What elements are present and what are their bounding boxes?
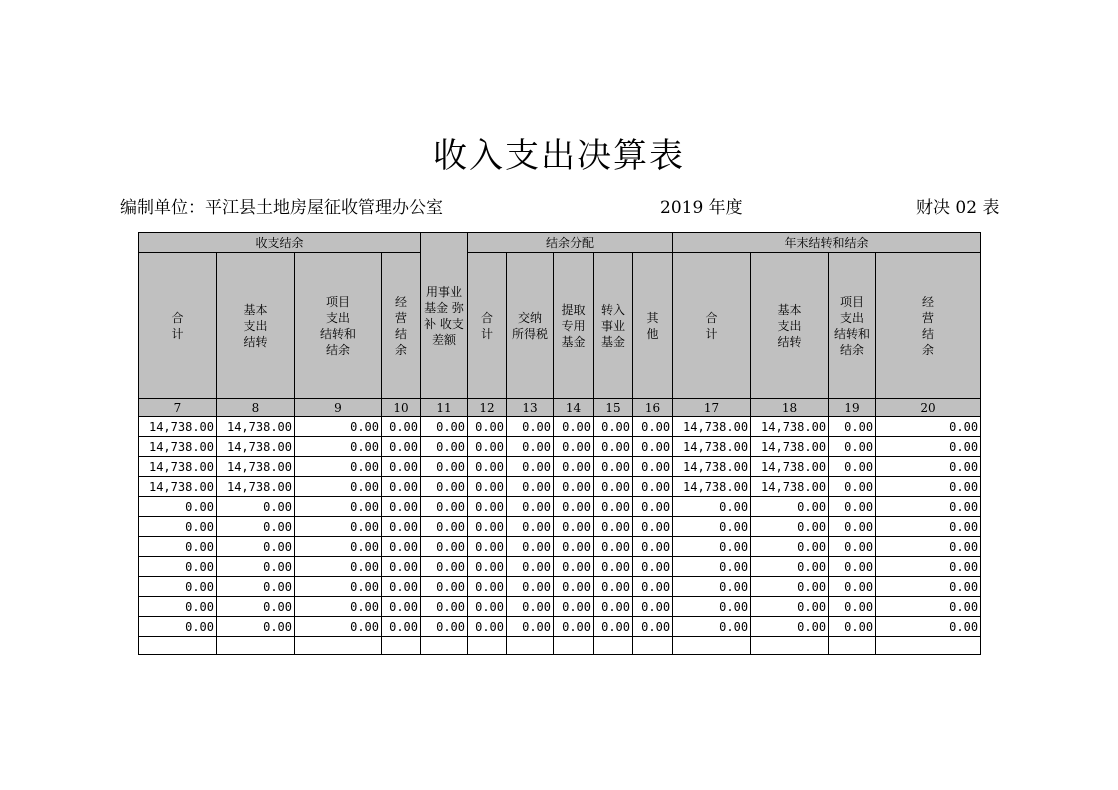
table-cell: 0.00 — [468, 517, 507, 537]
table-cell: 0.00 — [751, 617, 829, 637]
table-cell: 14,738.00 — [673, 417, 751, 437]
column-header: 用事业 基金 弥补 收支 差额 — [421, 233, 468, 399]
table-cell: 0.00 — [421, 457, 468, 477]
table-cell: 0.00 — [673, 597, 751, 617]
table-cell: 0.00 — [382, 597, 421, 617]
table-cell: 0.00 — [295, 617, 382, 637]
table-cell: 0.00 — [295, 577, 382, 597]
table-row — [139, 497, 981, 517]
table-cell: 0.00 — [594, 577, 633, 597]
table-cell: 0.00 — [139, 577, 217, 597]
table-cell: 0.00 — [554, 557, 594, 577]
empty-cell — [421, 637, 468, 655]
table-cell: 0.00 — [382, 457, 421, 477]
table-cell: 0.00 — [382, 617, 421, 637]
table-cell: 0.00 — [829, 477, 876, 497]
table-cell: 0.00 — [554, 537, 594, 557]
column-number: 15 — [594, 399, 633, 417]
table-cell: 0.00 — [633, 417, 673, 437]
table-row — [139, 537, 981, 557]
group-header: 结余分配 — [468, 233, 673, 253]
table-cell: 0.00 — [594, 597, 633, 617]
column-header: 提取 专用 基金 — [554, 253, 594, 399]
table-cell: 0.00 — [751, 537, 829, 557]
column-header: 转入 事业 基金 — [594, 253, 633, 399]
table-cell: 14,738.00 — [139, 417, 217, 437]
column-number: 18 — [751, 399, 829, 417]
table-cell: 0.00 — [829, 577, 876, 597]
table-cell: 14,738.00 — [217, 437, 295, 457]
table-cell: 0.00 — [751, 557, 829, 577]
table-cell: 0.00 — [829, 437, 876, 457]
empty-cell — [554, 637, 594, 655]
table-cell: 0.00 — [876, 417, 981, 437]
table-cell: 0.00 — [421, 537, 468, 557]
table-cell: 0.00 — [507, 477, 554, 497]
empty-row — [139, 637, 981, 655]
column-number-row — [139, 399, 981, 417]
table-cell: 0.00 — [468, 617, 507, 637]
table-cell: 0.00 — [468, 537, 507, 557]
column-number: 7 — [139, 399, 217, 417]
empty-cell — [673, 637, 751, 655]
table-cell: 0.00 — [217, 517, 295, 537]
table-cell: 0.00 — [421, 577, 468, 597]
table-cell: 0.00 — [554, 617, 594, 637]
table-row — [139, 457, 981, 477]
table-cell: 0.00 — [633, 597, 673, 617]
fiscal-year: 2019 年度 — [660, 198, 743, 218]
table-cell: 0.00 — [295, 417, 382, 437]
table-cell: 0.00 — [421, 617, 468, 637]
table-cell: 0.00 — [751, 597, 829, 617]
empty-cell — [507, 637, 554, 655]
table-cell: 0.00 — [139, 557, 217, 577]
table-cell: 0.00 — [217, 497, 295, 517]
table-cell: 0.00 — [673, 517, 751, 537]
table-cell: 0.00 — [876, 517, 981, 537]
table-cell: 0.00 — [217, 577, 295, 597]
table-cell: 0.00 — [507, 557, 554, 577]
column-header: 合 计 — [139, 253, 217, 399]
table-cell: 0.00 — [633, 617, 673, 637]
table-cell: 0.00 — [876, 537, 981, 557]
table-cell: 0.00 — [594, 437, 633, 457]
table-row — [139, 417, 981, 437]
table-cell: 0.00 — [554, 577, 594, 597]
table-cell: 14,738.00 — [673, 477, 751, 497]
column-number: 9 — [295, 399, 382, 417]
empty-cell — [751, 637, 829, 655]
column-number: 19 — [829, 399, 876, 417]
table-cell: 0.00 — [751, 577, 829, 597]
form-code: 财决 02 表 — [916, 198, 1000, 218]
table-cell: 0.00 — [594, 557, 633, 577]
table-body — [139, 417, 981, 655]
table-cell: 0.00 — [876, 437, 981, 457]
table-cell: 0.00 — [554, 597, 594, 617]
column-number: 20 — [876, 399, 981, 417]
table-cell: 0.00 — [382, 497, 421, 517]
column-header-row — [139, 253, 981, 399]
table-cell: 0.00 — [421, 517, 468, 537]
column-header: 经 营 结 余 — [382, 253, 421, 399]
table-cell: 0.00 — [829, 417, 876, 437]
table-cell: 0.00 — [468, 477, 507, 497]
column-number: 16 — [633, 399, 673, 417]
page-title: 收入支出决算表 — [433, 136, 685, 176]
table-cell: 0.00 — [673, 537, 751, 557]
table-cell: 0.00 — [382, 417, 421, 437]
group-header: 年末结转和结余 — [673, 233, 981, 253]
table-cell: 0.00 — [751, 517, 829, 537]
column-header: 其 他 — [633, 253, 673, 399]
table-cell: 0.00 — [594, 537, 633, 557]
table-cell: 0.00 — [507, 617, 554, 637]
table-cell: 0.00 — [633, 537, 673, 557]
table-cell: 0.00 — [507, 437, 554, 457]
table-cell: 0.00 — [382, 437, 421, 457]
table-cell: 0.00 — [751, 497, 829, 517]
table-row — [139, 517, 981, 537]
table-cell: 14,738.00 — [751, 417, 829, 437]
table-cell: 0.00 — [421, 437, 468, 457]
table-cell: 0.00 — [468, 417, 507, 437]
table-cell: 0.00 — [594, 517, 633, 537]
table-cell: 0.00 — [382, 557, 421, 577]
table-cell: 0.00 — [295, 497, 382, 517]
table-cell: 0.00 — [829, 557, 876, 577]
table-cell: 0.00 — [295, 437, 382, 457]
empty-cell — [829, 637, 876, 655]
table-cell: 0.00 — [876, 477, 981, 497]
table-cell: 14,738.00 — [673, 457, 751, 477]
table-cell: 0.00 — [507, 417, 554, 437]
table-cell: 0.00 — [554, 437, 594, 457]
table-cell: 0.00 — [468, 437, 507, 457]
table-cell: 0.00 — [673, 557, 751, 577]
table-cell: 0.00 — [382, 537, 421, 557]
table-cell: 0.00 — [217, 557, 295, 577]
column-number: 8 — [217, 399, 295, 417]
table-cell: 0.00 — [507, 537, 554, 557]
table-cell: 0.00 — [382, 477, 421, 497]
column-number: 11 — [421, 399, 468, 417]
table-cell: 0.00 — [876, 457, 981, 477]
table-cell: 0.00 — [421, 477, 468, 497]
table-cell: 0.00 — [421, 597, 468, 617]
table-cell: 0.00 — [295, 517, 382, 537]
table-cell: 0.00 — [468, 597, 507, 617]
table-cell: 0.00 — [295, 537, 382, 557]
table-cell: 0.00 — [633, 457, 673, 477]
table-cell: 0.00 — [507, 597, 554, 617]
table-cell: 0.00 — [421, 497, 468, 517]
empty-cell — [295, 637, 382, 655]
table-cell: 0.00 — [217, 617, 295, 637]
table-cell: 0.00 — [139, 537, 217, 557]
table-row — [139, 437, 981, 457]
table-cell: 0.00 — [829, 517, 876, 537]
table-cell: 0.00 — [673, 497, 751, 517]
table-cell: 14,738.00 — [217, 417, 295, 437]
table-cell: 0.00 — [594, 457, 633, 477]
table-cell: 0.00 — [594, 617, 633, 637]
group-header-row — [139, 233, 981, 253]
table-cell: 0.00 — [139, 497, 217, 517]
table-cell: 0.00 — [468, 457, 507, 477]
column-header: 基本 支出 结转 — [751, 253, 829, 399]
column-header: 合 计 — [468, 253, 507, 399]
table-cell: 14,738.00 — [673, 437, 751, 457]
table-cell: 0.00 — [829, 497, 876, 517]
table-row — [139, 477, 981, 497]
table-cell: 0.00 — [217, 597, 295, 617]
table-cell: 0.00 — [295, 457, 382, 477]
table-cell: 0.00 — [217, 537, 295, 557]
table-row — [139, 617, 981, 637]
income-expenditure-table — [138, 232, 981, 655]
table-cell: 0.00 — [829, 597, 876, 617]
table-cell: 0.00 — [876, 497, 981, 517]
column-header: 基本 支出 结转 — [217, 253, 295, 399]
table-cell: 0.00 — [633, 497, 673, 517]
reporting-unit: 编制单位：平江县土地房屋征收管理办公室 — [120, 198, 443, 218]
column-header: 合 计 — [673, 253, 751, 399]
table-cell: 0.00 — [507, 517, 554, 537]
column-number: 13 — [507, 399, 554, 417]
table-cell: 0.00 — [829, 457, 876, 477]
empty-cell — [594, 637, 633, 655]
table-cell: 0.00 — [673, 577, 751, 597]
empty-cell — [382, 637, 421, 655]
table-cell: 0.00 — [633, 557, 673, 577]
table-cell: 0.00 — [876, 577, 981, 597]
table-cell: 0.00 — [554, 477, 594, 497]
table-row — [139, 557, 981, 577]
table-cell: 0.00 — [139, 597, 217, 617]
empty-cell — [468, 637, 507, 655]
table-cell: 0.00 — [507, 497, 554, 517]
table-cell: 0.00 — [554, 417, 594, 437]
column-header: 项目 支出 结转和 结余 — [295, 253, 382, 399]
table-cell: 0.00 — [829, 537, 876, 557]
table-cell: 14,738.00 — [217, 477, 295, 497]
empty-cell — [139, 637, 217, 655]
column-number: 14 — [554, 399, 594, 417]
table-cell: 0.00 — [468, 577, 507, 597]
table-cell: 14,738.00 — [139, 457, 217, 477]
table-row — [139, 597, 981, 617]
column-number: 12 — [468, 399, 507, 417]
table-cell: 0.00 — [594, 477, 633, 497]
table-cell: 14,738.00 — [139, 437, 217, 457]
table-cell: 0.00 — [507, 457, 554, 477]
column-header: 项目 支出 结转和 结余 — [829, 253, 876, 399]
table-cell: 0.00 — [139, 517, 217, 537]
column-number: 10 — [382, 399, 421, 417]
table-cell: 0.00 — [633, 437, 673, 457]
table-cell: 0.00 — [382, 517, 421, 537]
table-cell: 0.00 — [554, 457, 594, 477]
column-number: 17 — [673, 399, 751, 417]
table-cell: 0.00 — [507, 577, 554, 597]
table-cell: 0.00 — [594, 497, 633, 517]
table-cell: 14,738.00 — [217, 457, 295, 477]
table-cell: 0.00 — [468, 497, 507, 517]
column-header: 经 营 结 余 — [876, 253, 981, 399]
table-cell: 14,738.00 — [751, 457, 829, 477]
table-cell: 14,738.00 — [751, 477, 829, 497]
table-cell: 14,738.00 — [139, 477, 217, 497]
table-cell: 0.00 — [876, 617, 981, 637]
table-cell: 0.00 — [295, 557, 382, 577]
table-cell: 0.00 — [876, 597, 981, 617]
table-cell: 0.00 — [139, 617, 217, 637]
table-cell: 0.00 — [295, 597, 382, 617]
table-cell: 0.00 — [421, 557, 468, 577]
table-cell: 0.00 — [633, 577, 673, 597]
table-cell: 0.00 — [295, 477, 382, 497]
empty-cell — [633, 637, 673, 655]
table-cell: 0.00 — [633, 517, 673, 537]
table-cell: 0.00 — [829, 617, 876, 637]
table-cell: 0.00 — [673, 617, 751, 637]
table-cell: 0.00 — [554, 517, 594, 537]
table-cell: 0.00 — [382, 577, 421, 597]
table-row — [139, 577, 981, 597]
table-cell: 0.00 — [594, 417, 633, 437]
group-header: 收支结余 — [139, 233, 421, 253]
empty-cell — [876, 637, 981, 655]
table-cell: 0.00 — [468, 557, 507, 577]
table-cell: 0.00 — [633, 477, 673, 497]
column-header: 交纳 所得税 — [507, 253, 554, 399]
table-cell: 0.00 — [421, 417, 468, 437]
table-cell: 14,738.00 — [751, 437, 829, 457]
table-cell: 0.00 — [554, 497, 594, 517]
table-cell: 0.00 — [876, 557, 981, 577]
empty-cell — [217, 637, 295, 655]
